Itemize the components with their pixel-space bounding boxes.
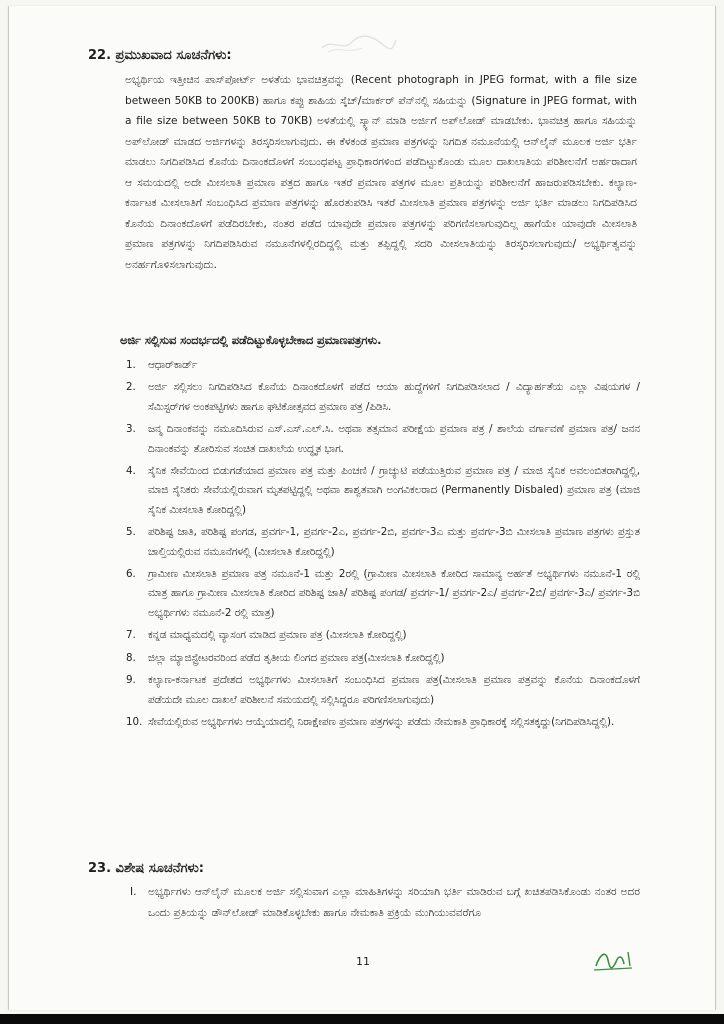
section-22-title: 22. ಪ್ರಮುಖವಾದ ಸೂಚನೆಗಳು: [88, 48, 232, 63]
list-item: 2. ಅರ್ಜಿ ಸಲ್ಲಿಸಲು ನಿಗದಿಪಡಿಸಿದ ಕೊನೆಯ ದಿನಾಂಕದೊಳಗೆ ಪಡೆದ ಆಯಾ ಹುದ್ದೆಗಳಿಗೆ ನಿಗದಿಪಡಿಸಲಾದ / ವಿದ್ಯಾರ್ಹತೆಯ ಎಲ್ಲಾ ವಿಷಯಗಳ / ಸೆಮಿಸ್ಟರ್‌ಗಳ ಅಂಕಪಟ್ಟಿಗಳು ಹಾಗೂ ಘಟಿಕೋತ್ಸವದ ಪ್ರಮಾಣ ಪತ್ರ /ಪಿಡಿಸಿ. [126, 381, 640, 413]
list-item: 10. ಸೇವೆಯಲ್ಲಿರುವ ಅಭ್ಯರ್ಥಿಗಳು ಆಯ್ಕೆಯಾದಲ್ಲಿ ನಿರಾಕ್ಷೇಪಣ ಪ್ರಮಾಣ ಪತ್ರಗಳನ್ನು ಪಡೆದು ನೇಮಕಾತಿ ಪ್ರಾಧಿಕಾರಕ್ಕೆ ಸಲ್ಲಿಸತಕ್ಕದ್ದು(ನಿಗದಿಪಡಿಸಿದ್ದಲ್ಲಿ). [126, 715, 615, 728]
list-item: 6. ಗ್ರಾಮೀಣ ಮೀಸಲಾತಿ ಪ್ರಮಾಣ ಪತ್ರ ನಮೂನೆ-1 ಮತ್ತು 2ರಲ್ಲಿ (ಗ್ರಾಮೀಣ ಮೀಸಲಾತಿ ಕೋರಿದ ಸಾಮಾನ್ಯ ಅರ್ಹತೆ ಅಭ್ಯರ್ಥಿಗಳು ನಮೂನೆ-1 ರಲ್ಲಿ ಮಾತ್ರ ಹಾಗೂ ಗ್ರಾಮೀಣ ಮೀಸಲಾತಿ ಕೋರಿದ ಪರಿಶಿಷ್ಟ ಜಾತಿ/ ಪರಿಶಿಷ್ಟ ಪಂಗಡ/ ಪ್ರವರ್ಗ-1/ ಪ್ರವರ್ಗ-2ಎ/ ಪ್ರವರ್ಗ-2ಬಿ/ ಪ್ರವರ್ಗ-3ಎ/ ಪ್ರವರ್ಗ-3ಬಿ ಅಭ್ಯರ್ಥಿಗಳು ನಮೂನೆ-2 ರಲ್ಲಿ ಮಾತ್ರ) [126, 568, 640, 619]
list-item: 9. ಕಲ್ಯಾಣ-ಕರ್ನಾಟಕ ಪ್ರದೇಶದ ಅಭ್ಯರ್ಥಿಗಳು ಮೀಸಲಾತಿಗೆ ಸಂಬಂಧಿಸಿದ ಪ್ರಮಾಣ ಪತ್ರ(ಮೀಸಲಾತಿ ಪ್ರಮಾಣ ಪತ್ರವನ್ನು ಕೊನೆಯ ದಿನಾಂಕದೊಳಗೆ ಪಡೆಯದೇ ಮೂಲ ದಾಖಲೆ ಪರಿಶೀಲನೆ ಸಮಯದಲ್ಲಿ ಸಲ್ಲಿಸಿದ್ದರೂ ಪರಿಗಣಿಸಲಾಗುವುದು) [126, 674, 640, 706]
documents-list [126, 356, 640, 735]
page-number: 11 [356, 955, 370, 968]
documents-heading: ಅರ್ಜಿ ಸಲ್ಲಿಸುವ ಸಂದರ್ಭದಲ್ಲಿ ಪಡೆದಿಟ್ಟುಕೊಳ್ಳಬೇಕಾದ ಪ್ರಮಾಣಪತ್ರಗಳು. [120, 334, 382, 347]
section-22-body: ಅಭ್ಯರ್ಥಿಯ ಇತ್ತೀಚಿನ ಪಾಸ್‌ಪೋರ್ಟ್ ಅಳತೆಯ ಭಾವಚಿತ್ರವನ್ನು (Recent photograph in JPEG format, with a file size between 50KB to 200KB) ಹಾಗೂ ಕಪ್ಪು ಶಾಹಿಯ ಸ್ಕೆಚ್/ಮಾರ್ಕರ್ ಪೆನ್‌ನಲ್ಲಿ ಸಹಿಯನ್ನು (Signature in JPEG format, with a file size between 50KB to 70KB) ಅಳತೆಯಲ್ಲಿ ಸ್ಕ್ಯಾನ್ ಮಾಡಿ ಅರ್ಜಿಗೆ ಅಪ್‌ಲೋಡ್ ಮಾಡಬೇಕು. ಭಾವಚಿತ್ರ ಹಾಗೂ ಸಹಿಯನ್ನು ಅಪ್‌ಲೋಡ್ ಮಾಡದ ಅರ್ಜಿಗಳನ್ನು ತಿರಸ್ಕರಿಸಲಾಗುವುದು. ಈ ಕೆಳಕಂಡ ಪ್ರಮಾಣ ಪತ್ರಗಳನ್ನು ನಿಗದಿತ ನಮೂನೆಯಲ್ಲಿ ಆನ್‌ಲೈನ್ ಮೂಲಕ ಅರ್ಜಿ ಭರ್ತಿ ಮಾಡಲು ನಿಗದಿಪಡಿಸಿದ ಕೊನೆಯ ದಿನಾಂಕದೊಳಗೆ ಸಂಬಂಧಪಟ್ಟ ಪ್ರಾಧಿಕಾರಗಳಿಂದ ಪಡೆದಿಟ್ಟುಕೊಂಡು ಮೂಲ ದಾಖಲಾತಿಯ ಪರಿಶೀಲನೆಗೆ ಅರ್ಹರಾದಾಗ ಆ ಸಮಯದಲ್ಲಿ ಅದೇ ಮೀಸಲಾತಿ ಪ್ರಮಾಣ ಪತ್ರದ ಹಾಗೂ ಇತರೆ ಪ್ರಮಾಣ ಪತ್ರಗಳ ಮೂಲ ಪ್ರತಿಯನ್ನು ಪರಿಶೀಲನೆಗೆ ಹಾಜರುಪಡಿಸಬೇಕು. ಕಲ್ಯಾಣ-ಕರ್ನಾಟಕ ಮೀಸಲಾತಿಗೆ ಸಂಬಂಧಿಸಿದ ಪ್ರಮಾಣ ಪತ್ರಗಳನ್ನು ಹೊರತುಪಡಿಸಿ ಇತರೆ ಮೀಸಲಾತಿ ಪ್ರಮಾಣ ಪತ್ರಗಳನ್ನು ಅರ್ಜಿ ಭರ್ತಿ ಮಾಡಲು ನಿಗದಿಪಡಿಸಿದ ಕೊನೆಯ ದಿನಾಂಕದೊಳಗೆ ಪಡೆದಿರಬೇಕು, ನಂತರ ಪಡೆದ ಯಾವುದೇ ಪ್ರಮಾಣ ಪತ್ರಗಳನ್ನು ಪರಿಗಣಿಸಲಾಗುವುದಿಲ್ಲ ಹಾಗೆಯೇ ಯಾವುದೇ ಮೀಸಲಾತಿ ಪ್ರಮಾಣ ಪತ್ರಗಳನ್ನು ನಿಗದಿಪಡಿಸಿರುವ ನಮೂನೆಗಳಲ್ಲಿರದಿದ್ದಲ್ಲಿ ಮತ್ತು ತಪ್ಪಿದ್ದಲ್ಲಿ ಸದರಿ ಮೀಸಲಾತಿಯನ್ನು ತಿರಸ್ಕರಿಸಲಾಗುವುದು/ ಅಭ್ಯರ್ಥಿತ್ವವನ್ನು ಅನರ್ಹಗೊಳಿಸಲಾಗುವುದು. [125, 74, 637, 271]
section-23-item [126, 882, 640, 923]
list-item: 8. ಜಿಲ್ಲಾ ಮ್ಯಾಜಿಸ್ಟ್ರೇಟರವರಿಂದ ಪಡೆದ ತೃತೀಯ ಲಿಂಗದ ಪ್ರಮಾಣ ಪತ್ರ(ಮೀಸಲಾತಿ ಕೋರಿದ್ದಲ್ಲಿ) [126, 651, 445, 664]
list-item: 3. ಜನ್ಮ ದಿನಾಂಕವನ್ನು ನಮೂದಿಸಿರುವ ಎಸ್.ಎಸ್.ಎಲ್.ಸಿ. ಅಥವಾ ತತ್ಸಮಾನ ಪರೀಕ್ಷೆಯ ಪ್ರಮಾಣ ಪತ್ರ / ಶಾಲೆಯ ವರ್ಗಾವಣೆ ಪ್ರಮಾಣ ಪತ್ರ/ ಜನನ ದಿನಾಂಕವನ್ನು ತೋರಿಸುವ ಸಂಚಿತ ದಾಖಲೆಯ ಉದ್ಧೃತ ಭಾಗ. [126, 423, 640, 455]
list-item: 5. ಪರಿಶಿಷ್ಟ ಜಾತಿ, ಪರಿಶಿಷ್ಟ ಪಂಗಡ, ಪ್ರವರ್ಗ-1, ಪ್ರವರ್ಗ-2ಎ, ಪ್ರವರ್ಗ-2ಬಿ, ಪ್ರವರ್ಗ-3ಎ ಮತ್ತು ಪ್ರವರ್ಗ-3ಬಿ ಮೀಸಲಾತಿ ಪ್ರಮಾಣ ಪತ್ರಗಳು ಪ್ರಸ್ತುತ ಚಾಲ್ತಿಯಲ್ಲಿರುವ ನಮೂನೆಗಳಲ್ಲಿ (ಮೀಸಲಾತಿ ಕೋರಿದ್ದಲ್ಲಿ) [126, 526, 640, 558]
list-item: 4. ಸೈನಿಕ ಸೇವೆಯಿಂದ ಬಿಡುಗಡೆಯಾದ ಪ್ರಮಾಣ ಪತ್ರ ಮತ್ತು ಪಿಂಚಣಿ / ಗ್ರಾಚ್ಯುಟಿ ಪಡೆಯುತ್ತಿರುವ ಪ್ರಮಾಣ ಪತ್ರ / ಮಾಜಿ ಸೈನಿಕ ಅವಲಂಬಿತರಾಗಿದ್ದಲ್ಲಿ, ಮಾಜಿ ಸೈನಿಕರು ಸೇವೆಯಲ್ಲಿರುವಾಗ ಮೃತಪಟ್ಟಿದ್ದಲ್ಲಿ ಅಥವಾ ಶಾಶ್ವತವಾಗಿ ಅಂಗವಿಕಲರಾದ (Permanently Disbaled) ಪ್ರಮಾಣ ಪತ್ರ (ಮಾಜಿ ಸೈನಿಕ ಮೀಸಲಾತಿ ಕೋರಿದ್ದಲ್ಲಿ) [126, 465, 640, 516]
signature-mark [592, 944, 636, 974]
section-23-title: 23. ವಿಶೇಷ ಸೂಚನೆಗಳು: [88, 861, 204, 876]
section-23-item-num: I. [130, 886, 137, 898]
section-23-item-text: ಅಭ್ಯರ್ಥಿಗಳು ಆನ್‌ಲೈನ್ ಮೂಲಕ ಅರ್ಜಿ ಸಲ್ಲಿಸುವಾಗ ಎಲ್ಲಾ ಮಾಹಿತಿಗಳನ್ನು ಸರಿಯಾಗಿ ಭರ್ತಿ ಮಾಡಿರುವ ಬಗ್ಗೆ ಖಚಿತಪಡಿಸಿಕೊಂಡು ನಂತರ ಅದರ ಒಂದು ಪ್ರತಿಯನ್ನು ಡೌನ್‌ಲೋಡ್ ಮಾಡಿಕೊಳ್ಳಬೇಕು ಹಾಗೂ ನೇಮಕಾತಿ ಪ್ರಕ್ರಿಯೆ ಮುಗಿಯುವವರೆಗೂ [148, 886, 640, 919]
faint-stamp-watermark [318, 30, 398, 56]
list-item: 7. ಕನ್ನಡ ಮಾಧ್ಯಮದಲ್ಲಿ ವ್ಯಾಸಂಗ ಮಾಡಿದ ಪ್ರಮಾಣ ಪತ್ರ (ಮೀಸಲಾತಿ ಕೋರಿದ್ದಲ್ಲಿ) [126, 629, 407, 642]
list-item: 1. ಆಧಾರ್‌ಕಾರ್ಡ್ [126, 359, 198, 371]
scan-bottom-edge [0, 1014, 724, 1024]
